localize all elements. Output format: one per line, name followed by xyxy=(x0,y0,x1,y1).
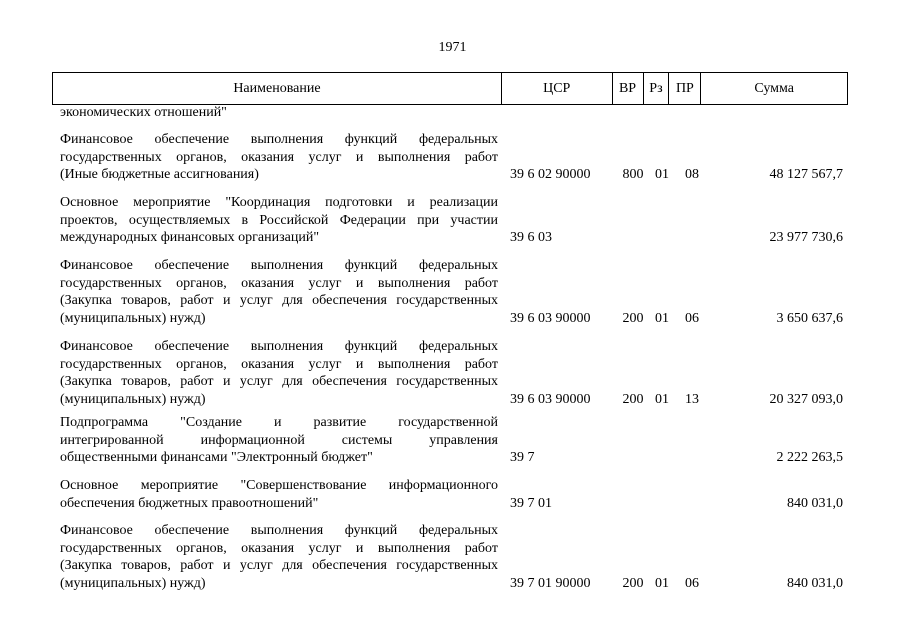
description-line: государственных органов, оказания услуг и выполнения работ xyxy=(60,275,498,291)
cell-sum: 48 127 567,7 xyxy=(769,167,843,182)
cell-rz: 01 xyxy=(655,391,669,407)
header-pr: ПР xyxy=(669,73,701,104)
description-line: (муниципальных) нужд) xyxy=(60,575,206,591)
description-line: государственных органов, оказания услуг и выполнения работ xyxy=(60,540,498,556)
cell-csr: 39 6 03 xyxy=(510,230,552,245)
cell-pr: 13 xyxy=(685,391,699,407)
description-line: обеспечения бюджетных правоотношений" xyxy=(60,495,319,511)
cell-csr: 39 6 03 90000 xyxy=(510,391,591,407)
cell-csr: 39 7 xyxy=(510,450,535,465)
description-line: проектов, осуществляемых в Российской Федерации при участии xyxy=(60,212,498,228)
cell-vr: 800 xyxy=(622,167,644,182)
table-header xyxy=(52,72,848,105)
description-line: Подпрограмма "Создание и развитие государственной xyxy=(60,415,498,430)
header-rz: Рз xyxy=(644,73,670,104)
description-line: (Закупка товаров, работ и услуг для обеспечения государственных xyxy=(60,374,498,389)
description-line: (Иные бюджетные ассигнования) xyxy=(60,167,259,182)
header-sum: Сумма xyxy=(754,80,794,96)
row-description xyxy=(60,477,498,512)
cell-sum: 2 222 263,5 xyxy=(776,450,843,465)
table-row xyxy=(60,477,845,512)
cell-sum: 840 031,0 xyxy=(787,495,843,511)
cell-rz: 01 xyxy=(655,310,669,326)
cell-sum: 840 031,0 xyxy=(787,575,843,591)
cell-pr: 06 xyxy=(685,575,699,591)
cell-vr: 200 xyxy=(622,310,644,326)
table-row xyxy=(60,194,845,247)
description-line: международных финансовых организаций" xyxy=(60,230,320,245)
row-description xyxy=(60,522,498,592)
description-line: Финансовое обеспечение выполнения функций федеральных xyxy=(60,339,498,354)
description-line: Финансовое обеспечение выполнения функций федеральных xyxy=(60,132,498,147)
table-row xyxy=(60,257,845,327)
cell-sum: 3 650 637,6 xyxy=(776,310,843,326)
table-row xyxy=(60,522,845,592)
cell-sum: 23 977 730,6 xyxy=(769,230,843,245)
row-description xyxy=(60,194,498,247)
header-csr: ЦСР xyxy=(502,73,613,104)
cell-pr: 06 xyxy=(685,310,699,326)
cell-sum: 20 327 093,0 xyxy=(769,391,843,407)
table-row xyxy=(60,131,845,184)
description-line: Основное мероприятие "Координация подготовки и реализации xyxy=(60,195,498,210)
cell-csr: 39 7 01 90000 xyxy=(510,575,591,591)
description-line: государственных органов, оказания услуг и выполнения работ xyxy=(60,149,498,165)
description-line: (Закупка товаров, работ и услуг для обеспечения государственных xyxy=(60,558,498,573)
cell-csr: 39 7 01 xyxy=(510,495,552,511)
header-vr: ВР xyxy=(613,73,644,104)
row-description xyxy=(60,414,498,467)
description-line: (муниципальных) нужд) xyxy=(60,310,206,326)
description-line: Финансовое обеспечение выполнения функций федеральных xyxy=(60,523,498,538)
cell-pr: 08 xyxy=(685,167,699,182)
row-description xyxy=(60,338,498,408)
cell-rz: 01 xyxy=(655,575,669,591)
row-description xyxy=(60,257,498,327)
description-line: Основное мероприятие "Совершенствование информационного xyxy=(60,478,498,493)
row-description xyxy=(60,104,498,122)
table-row xyxy=(60,338,845,408)
description-line: общественными финансами "Электронный бюджет" xyxy=(60,450,373,465)
description-line: Финансовое обеспечение выполнения функций федеральных xyxy=(60,258,498,273)
cell-rz: 01 xyxy=(655,167,669,182)
description-line: интегрированной информационной системы управления xyxy=(60,432,498,448)
cell-vr: 200 xyxy=(622,575,644,591)
page-number: 1971 xyxy=(438,40,467,55)
description-line: (муниципальных) нужд) xyxy=(60,391,206,407)
table-row xyxy=(60,104,845,122)
table-row xyxy=(60,414,845,467)
description-line: (Закупка товаров, работ и услуг для обеспечения государственных xyxy=(60,293,498,308)
row-description xyxy=(60,131,498,184)
description-line: государственных органов, оказания услуг и выполнения работ xyxy=(60,356,498,372)
cell-csr: 39 6 03 90000 xyxy=(510,310,591,326)
cell-csr: 39 6 02 90000 xyxy=(510,167,591,182)
description-line: экономических отношений" xyxy=(60,105,227,120)
cell-vr: 200 xyxy=(622,391,644,407)
header-name: Наименование xyxy=(53,73,502,104)
